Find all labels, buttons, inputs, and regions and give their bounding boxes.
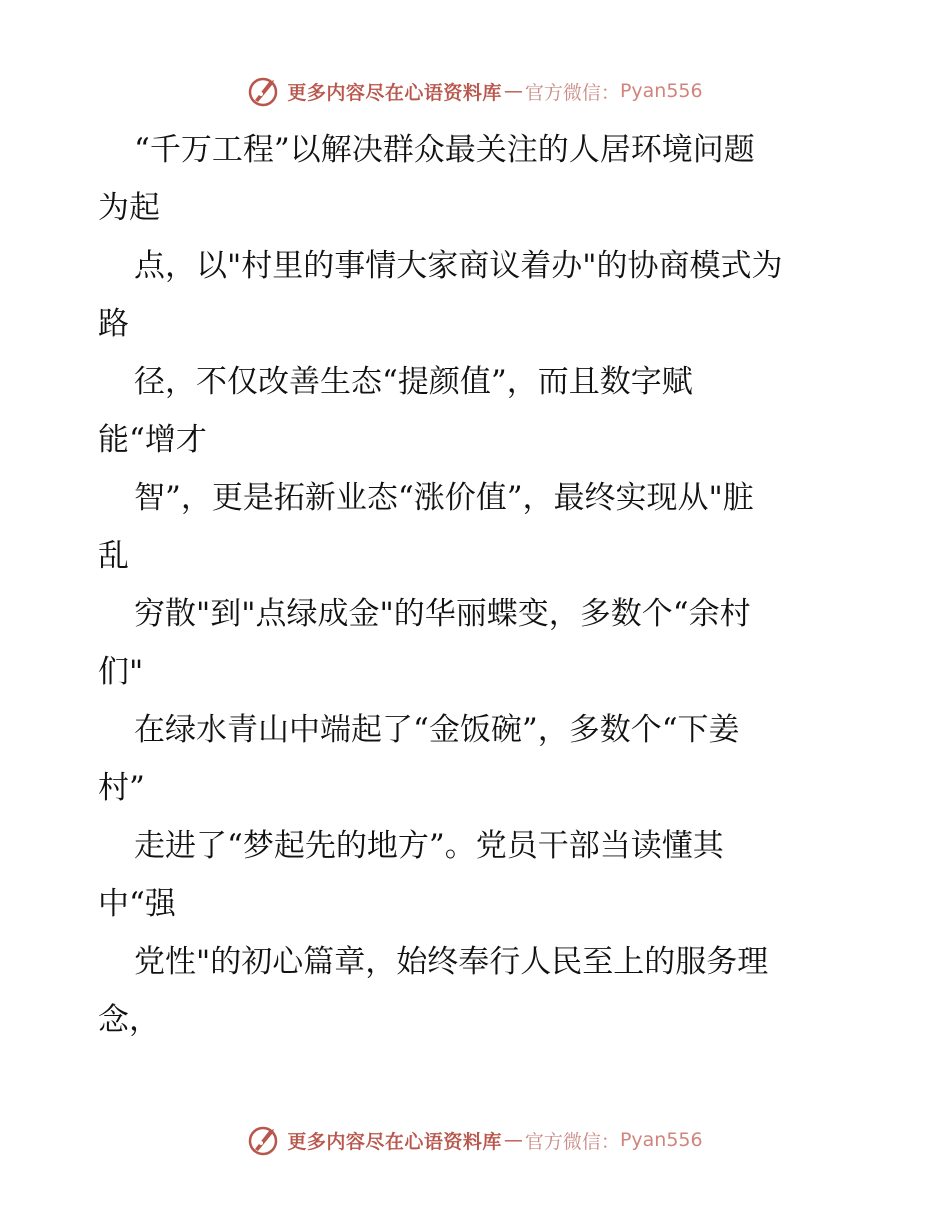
body-line: 走进了“梦起先的地方”。党员干部当读懂其	[134, 828, 724, 864]
body-line: 念，	[98, 1002, 160, 1038]
body-line: 中“强	[98, 886, 176, 922]
pen-nib-logo-icon	[247, 74, 281, 108]
pen-nib-logo-icon	[247, 1123, 281, 1157]
body-line: 们"	[98, 654, 144, 690]
body-line: 在绿水青山中端起了“金饭碗”，多数个“下姜	[134, 712, 740, 748]
body-line: 党性"的初心篇章，始终奉行人民至上的服务理	[134, 944, 769, 980]
body-line: 为起	[98, 190, 160, 226]
wechat-id: Pyan556	[619, 80, 703, 102]
body-line: 径，不仅改善生态“提颜值”，而且数字赋	[134, 364, 693, 400]
site-name-text: 更多内容尽在心语资料库	[287, 1130, 502, 1153]
body-line: 乱	[98, 538, 129, 574]
document-body	[98, 121, 878, 1049]
banner-separator: —	[503, 80, 523, 102]
body-line: 能“增才	[98, 422, 207, 458]
wechat-id: Pyan556	[619, 1129, 703, 1151]
body-line: 村”	[98, 770, 145, 806]
body-line: “千万工程”以解决群众最关注的人居环境问题	[134, 132, 755, 168]
banner-separator: —	[503, 1129, 523, 1151]
wechat-label: 官方微信：	[524, 1130, 620, 1153]
site-name-text: 更多内容尽在心语资料库	[287, 81, 502, 104]
body-line: 路	[98, 306, 129, 342]
body-line: 智”，更是拓新业态“涨价值”，最终实现从"脏	[134, 480, 754, 516]
footer-banner	[0, 1120, 950, 1160]
body-line: 穷散"到"点绿成金"的华丽蝶变，多数个“余村	[134, 596, 751, 632]
body-line: 点，以"村里的事情大家商议着办"的协商模式为	[134, 248, 783, 284]
wechat-label: 官方微信：	[524, 81, 620, 104]
header-banner	[0, 71, 950, 111]
